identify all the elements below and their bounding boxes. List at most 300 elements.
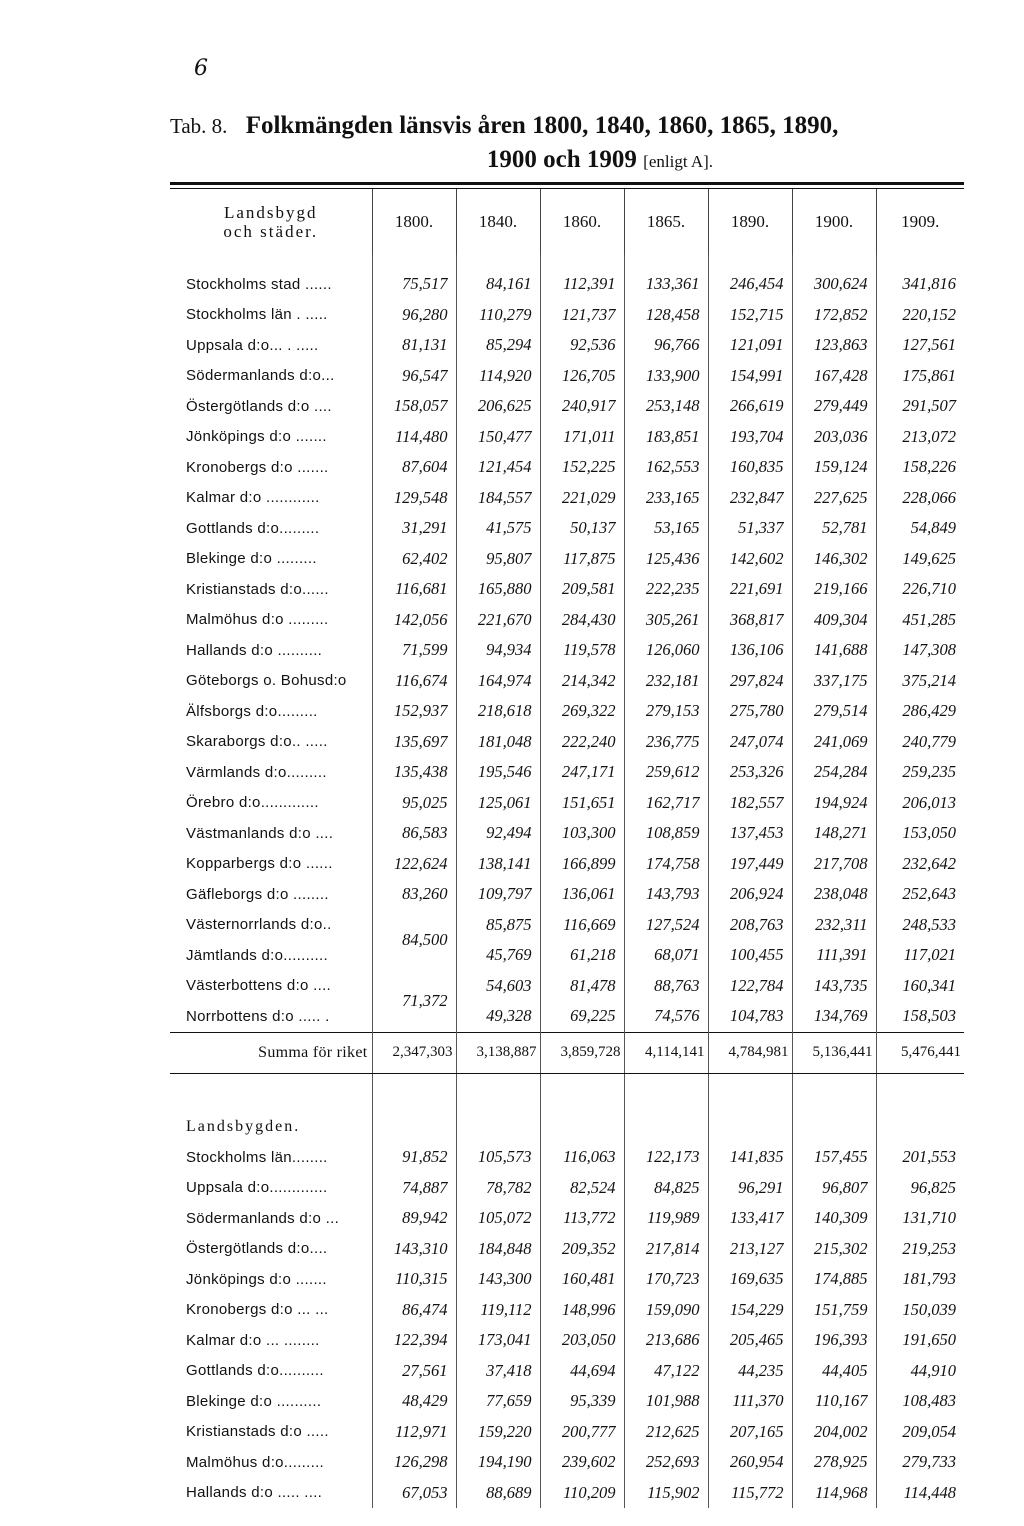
population-cell: 409,304 [792, 605, 876, 636]
population-cell: 146,302 [792, 544, 876, 575]
spacer-cell [170, 255, 372, 269]
population-cell: 119,112 [456, 1295, 540, 1326]
population-cell: 152,715 [708, 300, 792, 331]
population-cell: 119,989 [624, 1203, 708, 1234]
spacer-cell [624, 255, 708, 269]
population-cell: 221,691 [708, 574, 792, 605]
county-name: Kristianstads d:o ..... [186, 1423, 329, 1441]
table-row [170, 788, 964, 819]
population-cell: 135,697 [372, 727, 456, 758]
population-cell: 82,524 [540, 1173, 624, 1204]
population-cell: 71,599 [372, 635, 456, 666]
population-cell: 143,310 [372, 1234, 456, 1265]
population-cell: 110,279 [456, 300, 540, 331]
population-cell: 158,503 [876, 1001, 964, 1032]
table-row [170, 422, 964, 453]
population-cell: 252,643 [876, 879, 964, 910]
population-cell: 451,285 [876, 605, 964, 636]
population-cell: 159,124 [792, 452, 876, 483]
population-cell: 196,393 [792, 1325, 876, 1356]
population-cell: 182,557 [708, 788, 792, 819]
population-cell: 114,448 [876, 1478, 964, 1509]
table-row [170, 910, 964, 941]
population-cell: 217,708 [792, 849, 876, 880]
population-cell: 48,429 [372, 1386, 456, 1417]
population-cell: 205,465 [708, 1325, 792, 1356]
population-cell: 164,974 [456, 666, 540, 697]
gap-cell [708, 1073, 792, 1112]
population-cell: 96,807 [792, 1173, 876, 1204]
population-cell: 44,694 [540, 1356, 624, 1387]
population-cell: 184,848 [456, 1234, 540, 1265]
population-cell: 96,766 [624, 330, 708, 361]
population-cell: 96,291 [708, 1173, 792, 1204]
population-cell: 115,772 [708, 1478, 792, 1509]
county-name: Gäfleborgs d:o ........ [186, 885, 329, 903]
population-cell: 158,057 [372, 391, 456, 422]
population-cell: 181,048 [456, 727, 540, 758]
population-cell: 133,361 [624, 269, 708, 300]
population-cell: 136,106 [708, 635, 792, 666]
population-cell: 53,165 [624, 513, 708, 544]
population-cell: 171,011 [540, 422, 624, 453]
total-label: Summa för riket [170, 1032, 372, 1073]
population-cell: 183,851 [624, 422, 708, 453]
county-name: Blekinge d:o .......... [186, 1392, 322, 1410]
population-cell: 96,547 [372, 361, 456, 392]
table-row [170, 1234, 964, 1265]
population-cell: 121,091 [708, 330, 792, 361]
population-cell: 134,769 [792, 1001, 876, 1032]
gap-cell [170, 1073, 372, 1112]
population-cell: 375,214 [876, 666, 964, 697]
population-cell: 111,391 [792, 940, 876, 971]
spacer-cell [372, 255, 456, 269]
county-name: Uppsala d:o............. [186, 1179, 328, 1197]
table-row [170, 361, 964, 392]
table-row [170, 1295, 964, 1326]
spacer-cell [540, 255, 624, 269]
table-row [170, 1478, 964, 1509]
population-cell: 279,514 [792, 696, 876, 727]
county-name: Jämtlands d:o.......... [186, 946, 328, 964]
population-cell: 91,852 [372, 1142, 456, 1173]
header-year: 1890. [708, 189, 792, 255]
population-cell: 212,625 [624, 1417, 708, 1448]
population-cell: 49,328 [456, 1001, 540, 1032]
county-name: Kronobergs d:o ....... [186, 458, 329, 476]
total-cell: 5,136,441 [792, 1032, 876, 1073]
population-cell: 220,152 [876, 300, 964, 331]
population-cell: 206,924 [708, 879, 792, 910]
total-cell: 5,476,441 [876, 1032, 964, 1073]
header-year: 1865. [624, 189, 708, 255]
population-cell: 291,507 [876, 391, 964, 422]
population-cell: 158,226 [876, 452, 964, 483]
spacer-cell [792, 255, 876, 269]
population-cell: 300,624 [792, 269, 876, 300]
population-cell: 204,002 [792, 1417, 876, 1448]
population-cell: 127,561 [876, 330, 964, 361]
empty-cell [624, 1112, 708, 1143]
merged-population-cell: 84,500 [372, 910, 456, 971]
population-cell: 104,783 [708, 1001, 792, 1032]
population-cell: 305,261 [624, 605, 708, 636]
population-cell: 175,861 [876, 361, 964, 392]
county-name: Hallands d:o .......... [186, 641, 323, 659]
population-cell: 252,693 [624, 1447, 708, 1478]
county-name: Gottlands d:o......... [186, 519, 320, 537]
county-name: Södermanlands d:o... [186, 367, 335, 385]
population-cell: 209,352 [540, 1234, 624, 1265]
population-cell: 114,480 [372, 422, 456, 453]
population-cell: 233,165 [624, 483, 708, 514]
population-cell: 126,705 [540, 361, 624, 392]
empty-cell [540, 1112, 624, 1143]
header-year: 1800. [372, 189, 456, 255]
population-cell: 75,517 [372, 269, 456, 300]
population-cell: 67,053 [372, 1478, 456, 1509]
table-row [170, 971, 964, 1002]
population-cell: 208,763 [708, 910, 792, 941]
table-number: Tab. 8. [170, 114, 228, 138]
population-cell: 152,225 [540, 452, 624, 483]
population-cell: 115,902 [624, 1478, 708, 1509]
population-cell: 148,271 [792, 818, 876, 849]
population-cell: 213,072 [876, 422, 964, 453]
population-cell: 169,635 [708, 1264, 792, 1295]
header-row [170, 189, 964, 255]
population-cell: 207,165 [708, 1417, 792, 1448]
population-cell: 213,686 [624, 1325, 708, 1356]
population-cell: 126,060 [624, 635, 708, 666]
population-cell: 110,167 [792, 1386, 876, 1417]
county-name: Kristianstads d:o...... [186, 580, 329, 598]
table-row [170, 452, 964, 483]
population-cell: 68,071 [624, 940, 708, 971]
population-cell: 215,302 [792, 1234, 876, 1265]
merged-population-cell: 71,372 [372, 971, 456, 1033]
population-cell: 201,553 [876, 1142, 964, 1173]
table-row [170, 818, 964, 849]
population-cell: 122,394 [372, 1325, 456, 1356]
population-cell: 105,573 [456, 1142, 540, 1173]
table-body [170, 255, 964, 1508]
population-cell: 137,453 [708, 818, 792, 849]
population-cell: 206,013 [876, 788, 964, 819]
gap-cell [372, 1073, 456, 1112]
population-cell: 54,849 [876, 513, 964, 544]
table-row [170, 1203, 964, 1234]
population-cell: 209,054 [876, 1417, 964, 1448]
table-row [170, 391, 964, 422]
population-cell: 128,458 [624, 300, 708, 331]
population-cell: 232,847 [708, 483, 792, 514]
county-name: Kalmar d:o ... ........ [186, 1331, 320, 1349]
empty-cell [876, 1112, 964, 1143]
population-cell: 154,229 [708, 1295, 792, 1326]
population-cell: 162,553 [624, 452, 708, 483]
population-cell: 153,050 [876, 818, 964, 849]
header-year: 1900. [792, 189, 876, 255]
population-cell: 84,825 [624, 1173, 708, 1204]
population-cell: 122,173 [624, 1142, 708, 1173]
population-cell: 152,937 [372, 696, 456, 727]
county-name: Hallands d:o ..... .... [186, 1484, 323, 1502]
table-row [170, 605, 964, 636]
population-cell: 69,225 [540, 1001, 624, 1032]
population-cell: 96,280 [372, 300, 456, 331]
population-cell: 116,681 [372, 574, 456, 605]
table-row [170, 300, 964, 331]
population-cell: 108,483 [876, 1386, 964, 1417]
population-cell: 248,533 [876, 910, 964, 941]
table-row [170, 635, 964, 666]
population-cell: 143,300 [456, 1264, 540, 1295]
population-cell: 227,625 [792, 483, 876, 514]
population-cell: 214,342 [540, 666, 624, 697]
county-name: Kalmar d:o ............ [186, 489, 320, 507]
population-cell: 203,036 [792, 422, 876, 453]
population-cell: 74,576 [624, 1001, 708, 1032]
population-cell: 232,642 [876, 849, 964, 880]
county-name: Kronobergs d:o ... ... [186, 1301, 329, 1319]
table-row [170, 1264, 964, 1295]
population-cell: 142,056 [372, 605, 456, 636]
population-cell: 206,625 [456, 391, 540, 422]
population-cell: 173,041 [456, 1325, 540, 1356]
table-row [170, 544, 964, 575]
population-cell: 95,339 [540, 1386, 624, 1417]
population-cell: 247,171 [540, 757, 624, 788]
population-cell: 165,880 [456, 574, 540, 605]
population-cell: 44,910 [876, 1356, 964, 1387]
population-cell: 259,235 [876, 757, 964, 788]
population-cell: 135,438 [372, 757, 456, 788]
population-cell: 240,779 [876, 727, 964, 758]
population-cell: 193,704 [708, 422, 792, 453]
population-cell: 284,430 [540, 605, 624, 636]
population-cell: 85,294 [456, 330, 540, 361]
section-heading-row [170, 1112, 964, 1143]
population-cell: 92,536 [540, 330, 624, 361]
population-cell: 31,291 [372, 513, 456, 544]
population-table [170, 189, 964, 1508]
population-cell: 117,021 [876, 940, 964, 971]
table-title [170, 112, 980, 174]
gap-cell [540, 1073, 624, 1112]
county-name: Västernorrlands d:o.. [186, 916, 332, 934]
population-cell: 239,602 [540, 1447, 624, 1478]
population-cell: 54,603 [456, 971, 540, 1002]
population-cell: 279,153 [624, 696, 708, 727]
population-cell: 141,688 [792, 635, 876, 666]
table-row [170, 1325, 964, 1356]
table-row [170, 483, 964, 514]
population-cell: 122,624 [372, 849, 456, 880]
population-cell: 121,454 [456, 452, 540, 483]
population-cell: 286,429 [876, 696, 964, 727]
population-cell: 247,074 [708, 727, 792, 758]
title-note: [enligt A]. [643, 152, 714, 171]
population-cell: 191,650 [876, 1325, 964, 1356]
population-cell: 241,069 [792, 727, 876, 758]
title-main: Folkmängden länsvis åren 1800, 1840, 1860, 1865, 1890, [245, 112, 839, 139]
county-name: Södermanlands d:o ... [186, 1209, 340, 1227]
population-cell: 27,561 [372, 1356, 456, 1387]
population-cell: 200,777 [540, 1417, 624, 1448]
population-cell: 51,337 [708, 513, 792, 544]
table-row [170, 696, 964, 727]
table-row [170, 1001, 964, 1032]
population-cell: 269,322 [540, 696, 624, 727]
population-cell: 50,137 [540, 513, 624, 544]
section-title: Landsbygden. [186, 1117, 301, 1135]
title-line-1 [170, 112, 980, 140]
county-name: Jönköpings d:o ....... [186, 428, 327, 446]
population-cell: 246,454 [708, 269, 792, 300]
total-cell: 4,114,141 [624, 1032, 708, 1073]
county-name: Norrbottens d:o ..... . [186, 1007, 330, 1025]
county-name: Kopparbergs d:o ...... [186, 855, 333, 873]
empty-cell [708, 1112, 792, 1143]
population-cell: 116,674 [372, 666, 456, 697]
header-year: 1909. [876, 189, 964, 255]
population-cell: 37,418 [456, 1356, 540, 1387]
population-cell: 151,651 [540, 788, 624, 819]
population-cell: 116,669 [540, 910, 624, 941]
population-cell: 148,996 [540, 1295, 624, 1326]
population-cell: 213,127 [708, 1234, 792, 1265]
population-cell: 260,954 [708, 1447, 792, 1478]
table-row [170, 727, 964, 758]
table-row [170, 940, 964, 971]
population-cell: 86,583 [372, 818, 456, 849]
population-cell: 47,122 [624, 1356, 708, 1387]
population-cell: 236,775 [624, 727, 708, 758]
county-name: Västerbottens d:o .... [186, 977, 332, 995]
population-cell: 83,260 [372, 879, 456, 910]
population-cell: 136,061 [540, 879, 624, 910]
population-cell: 253,326 [708, 757, 792, 788]
population-cell: 194,924 [792, 788, 876, 819]
population-cell: 140,309 [792, 1203, 876, 1234]
header-name-line-1: Landsbygd [223, 203, 318, 222]
population-cell: 149,625 [876, 544, 964, 575]
population-cell: 232,311 [792, 910, 876, 941]
population-cell: 143,793 [624, 879, 708, 910]
county-name: Stockholms län . ..... [186, 306, 328, 324]
population-cell: 172,852 [792, 300, 876, 331]
gap-cell [876, 1073, 964, 1112]
table-row [170, 1142, 964, 1173]
gap-cell [792, 1073, 876, 1112]
header-name-line-2: och städer. [223, 222, 319, 241]
population-cell: 109,797 [456, 879, 540, 910]
population-cell: 41,575 [456, 513, 540, 544]
population-cell: 52,781 [792, 513, 876, 544]
county-name: Stockholms län........ [186, 1148, 328, 1166]
population-cell: 222,240 [540, 727, 624, 758]
header-year: 1860. [540, 189, 624, 255]
population-cell: 147,308 [876, 635, 964, 666]
population-cell: 337,175 [792, 666, 876, 697]
population-cell: 154,991 [708, 361, 792, 392]
population-cell: 81,478 [540, 971, 624, 1002]
population-cell: 221,670 [456, 605, 540, 636]
population-cell: 94,934 [456, 635, 540, 666]
population-cell: 110,209 [540, 1478, 624, 1509]
total-cell: 3,859,728 [540, 1032, 624, 1073]
population-cell: 113,772 [540, 1203, 624, 1234]
population-cell: 125,061 [456, 788, 540, 819]
total-cell: 4,784,981 [708, 1032, 792, 1073]
population-cell: 341,816 [876, 269, 964, 300]
header-name-column [170, 189, 372, 255]
population-cell: 122,784 [708, 971, 792, 1002]
population-cell: 184,557 [456, 483, 540, 514]
population-cell: 197,449 [708, 849, 792, 880]
county-name: Västmanlands d:o .... [186, 824, 334, 842]
population-cell: 95,025 [372, 788, 456, 819]
population-cell: 129,548 [372, 483, 456, 514]
table-row [170, 1356, 964, 1387]
population-cell: 45,769 [456, 940, 540, 971]
population-cell: 279,733 [876, 1447, 964, 1478]
population-cell: 240,917 [540, 391, 624, 422]
table-row [170, 574, 964, 605]
spacer-row [170, 255, 964, 269]
population-cell: 127,524 [624, 910, 708, 941]
table-row [170, 330, 964, 361]
population-cell: 88,689 [456, 1478, 540, 1509]
gap-row [170, 1073, 964, 1112]
population-cell: 159,090 [624, 1295, 708, 1326]
county-name: Örebro d:o............. [186, 794, 319, 812]
population-cell: 81,131 [372, 330, 456, 361]
county-name: Östergötlands d:o .... [186, 397, 332, 415]
population-cell: 85,875 [456, 910, 540, 941]
population-cell: 170,723 [624, 1264, 708, 1295]
county-name: Älfsborgs d:o......... [186, 702, 318, 720]
population-cell: 226,710 [876, 574, 964, 605]
population-cell: 275,780 [708, 696, 792, 727]
county-name: Göteborgs o. Bohusd:o [186, 672, 347, 690]
population-cell: 209,581 [540, 574, 624, 605]
population-cell: 119,578 [540, 635, 624, 666]
population-cell: 126,298 [372, 1447, 456, 1478]
population-cell: 181,793 [876, 1264, 964, 1295]
population-cell: 203,050 [540, 1325, 624, 1356]
population-cell: 62,402 [372, 544, 456, 575]
empty-cell [456, 1112, 540, 1143]
population-cell: 150,477 [456, 422, 540, 453]
population-cell: 108,859 [624, 818, 708, 849]
table-row [170, 849, 964, 880]
county-name: Jönköpings d:o ....... [186, 1270, 327, 1288]
population-cell: 87,604 [372, 452, 456, 483]
population-cell: 167,428 [792, 361, 876, 392]
population-cell: 89,942 [372, 1203, 456, 1234]
population-cell: 117,875 [540, 544, 624, 575]
population-cell: 160,341 [876, 971, 964, 1002]
population-cell: 222,235 [624, 574, 708, 605]
county-name: Malmöhus d:o......... [186, 1453, 325, 1471]
population-cell: 100,455 [708, 940, 792, 971]
population-cell: 228,066 [876, 483, 964, 514]
table-row [170, 879, 964, 910]
population-cell: 61,218 [540, 940, 624, 971]
